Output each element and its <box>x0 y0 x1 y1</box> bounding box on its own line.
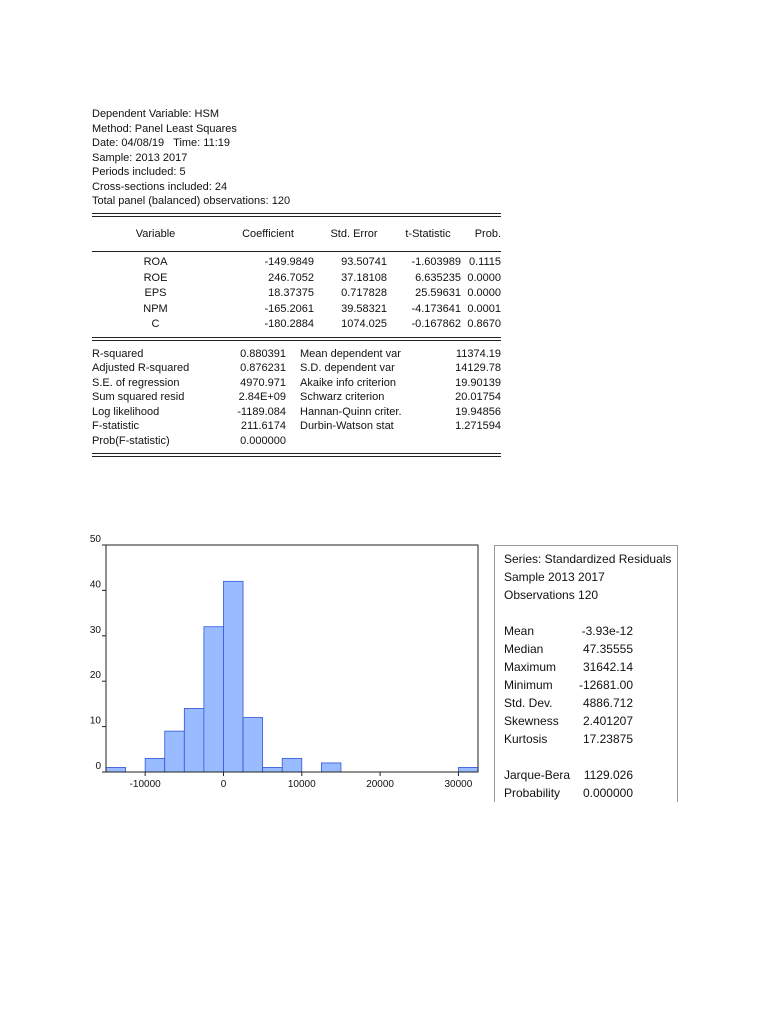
stat-label: Maximum <box>504 660 557 674</box>
col-coefficient: Coefficient <box>242 228 294 240</box>
stat-value: 14129.78 <box>455 362 501 374</box>
stat-value: -12681.00 <box>578 678 633 692</box>
stat-label: Log likelihood <box>92 405 160 418</box>
stat-value <box>450 434 501 449</box>
row-coefficient: 246.7052 <box>268 271 314 284</box>
series-sample: Sample 2013 2017 <box>504 570 605 584</box>
observations-line: Total panel (balanced) observations: 120 <box>92 195 291 207</box>
stat-label: Mean <box>504 624 535 638</box>
row-variable: NPM <box>143 302 168 315</box>
test-row <box>504 784 677 802</box>
stat-value: -3.93e-12 <box>581 624 633 638</box>
table-row <box>92 255 501 271</box>
stat-label: Sum squared resid <box>92 391 185 403</box>
x-tick-label: 20000 <box>366 779 395 790</box>
table-header-row <box>92 217 501 251</box>
histogram-bar <box>106 767 126 772</box>
stat-label: Durbin-Watson stat <box>300 420 394 432</box>
col-t-statistic: t-Statistic <box>405 228 451 240</box>
row-std-error: 39.58321 <box>341 302 387 315</box>
stat-label: Mean dependent var <box>300 347 401 360</box>
y-tick-label: 0 <box>95 761 101 772</box>
stat-label: Median <box>504 642 544 656</box>
table-row <box>92 302 501 318</box>
series-title: Series: Standardized Residuals <box>504 552 672 566</box>
histogram-bar <box>223 581 243 772</box>
row-coefficient: -180.2884 <box>264 318 314 330</box>
col-variable: Variable <box>135 228 176 240</box>
row-t-statistic: -1.603989 <box>411 256 461 268</box>
stat-row <box>504 712 677 730</box>
stat-row <box>92 347 501 362</box>
stat-value: 17.23875 <box>582 732 633 746</box>
histogram-bar <box>145 758 165 772</box>
stat-label: S.D. dependent var <box>300 362 395 374</box>
table-row <box>92 317 501 333</box>
stat-value: 2.84E+09 <box>238 391 286 403</box>
stat-value: 0.880391 <box>240 347 286 360</box>
sample-line: Sample: 2013 2017 <box>92 151 188 164</box>
stat-row <box>92 390 501 405</box>
y-tick-label: 20 <box>89 670 101 682</box>
histogram-bars <box>106 581 478 772</box>
row-prob: 0.0001 <box>467 302 501 315</box>
col-prob: Prob. <box>474 228 501 240</box>
row-t-statistic: 6.635235 <box>415 271 461 284</box>
histogram-bar <box>321 763 341 772</box>
stat-label: Akaike info criterion <box>300 376 396 389</box>
stat-label: Std. Dev. <box>504 696 553 710</box>
row-variable: C <box>151 318 160 330</box>
stat-label: Minimum <box>504 678 553 692</box>
spacer <box>504 604 677 622</box>
stat-label: Schwarz criterion <box>300 391 385 403</box>
test-label: Jarque-Bera <box>504 768 571 782</box>
stat-value: 1.271594 <box>455 420 501 432</box>
residual-statistics-box <box>494 545 678 802</box>
series-observations: Observations 120 <box>504 588 599 602</box>
row-prob: 0.1115 <box>468 256 501 268</box>
method-line: Method: Panel Least Squares <box>92 122 237 135</box>
row-std-error: 93.50741 <box>341 256 387 268</box>
stat-value: 11374.19 <box>455 347 501 360</box>
y-tick-label: 50 <box>89 535 101 545</box>
y-tick-label: 40 <box>89 579 101 591</box>
stat-value: 2.401207 <box>582 714 633 728</box>
row-t-statistic: -4.173641 <box>411 302 461 315</box>
table-row <box>92 286 501 302</box>
stat-value: 4886.712 <box>582 696 633 710</box>
stat-value: 0.876231 <box>240 362 286 374</box>
stat-value: 19.94856 <box>455 405 501 418</box>
stat-value: 47.35555 <box>582 642 633 656</box>
test-value: 0.000000 <box>582 786 633 800</box>
histogram-bar <box>184 708 204 772</box>
y-tick-label: 10 <box>89 715 101 727</box>
histogram-bar <box>282 758 302 772</box>
x-tick-label: 0 <box>220 779 227 790</box>
stat-label: Hannan-Quinn criter. <box>300 405 402 418</box>
stat-label: R-squared <box>92 347 144 360</box>
stat-value: 20.01754 <box>455 391 501 403</box>
stat-row <box>504 730 677 748</box>
row-std-error: 37.18108 <box>341 271 387 284</box>
stat-label: Kurtosis <box>504 732 548 746</box>
row-variable: ROE <box>143 271 168 284</box>
residuals-histogram <box>80 535 480 805</box>
x-tick-label: -10000 <box>129 779 161 790</box>
stat-row <box>92 434 501 449</box>
y-axis <box>90 535 106 772</box>
x-axis <box>130 772 473 790</box>
stat-value: 4970.971 <box>240 376 286 389</box>
stat-row <box>504 622 677 640</box>
row-coefficient: 18.37375 <box>268 287 314 299</box>
row-prob: 0.8670 <box>467 318 501 330</box>
row-prob: 0.0000 <box>467 287 501 299</box>
regression-header <box>92 107 290 209</box>
row-prob: 0.0000 <box>467 271 501 284</box>
histogram-bar <box>204 627 224 772</box>
x-tick-label: 10000 <box>287 779 316 790</box>
histogram-bar <box>263 767 283 772</box>
coefficient-rows <box>92 252 501 337</box>
stat-label: Prob(F-statistic) <box>92 434 170 447</box>
dependent-variable-line: Dependent Variable: HSM <box>92 108 219 120</box>
row-std-error: 1074.025 <box>341 318 387 330</box>
x-tick-label: 30000 <box>444 779 473 790</box>
row-coefficient: -165.2061 <box>264 302 314 315</box>
stat-label <box>286 434 450 449</box>
histogram-bar <box>458 767 478 772</box>
summary-statistics <box>92 341 501 454</box>
histogram-bar <box>243 718 263 772</box>
row-coefficient: -149.9849 <box>264 256 314 268</box>
table-row <box>92 271 501 287</box>
col-std-error: Std. Error <box>330 228 378 240</box>
histogram-bar <box>165 731 185 772</box>
stat-row <box>504 676 677 694</box>
stat-row <box>504 694 677 712</box>
stat-value: 31642.14 <box>582 660 633 674</box>
stat-row <box>92 361 501 376</box>
stat-label: Adjusted R-squared <box>92 362 190 374</box>
regression-table <box>92 213 501 457</box>
spacer <box>504 748 677 766</box>
table-bottom-rule <box>92 453 501 457</box>
stat-value: 211.6174 <box>240 420 286 432</box>
row-variable: EPS <box>144 287 167 299</box>
stat-row <box>92 405 501 420</box>
test-value: 1129.026 <box>583 768 633 782</box>
stat-row <box>504 658 677 676</box>
row-std-error: 0.717828 <box>341 287 387 299</box>
stat-label: Skewness <box>504 714 559 728</box>
stat-value: -1189.084 <box>237 405 286 418</box>
stat-value: 19.90139 <box>455 376 501 389</box>
date-time-line: Date: 04/08/19 Time: 11:19 <box>92 137 230 149</box>
test-row <box>504 766 677 784</box>
plot-frame <box>106 545 478 772</box>
cross-sections-line: Cross-sections included: 24 <box>92 180 228 193</box>
stat-label: F-statistic <box>92 420 140 432</box>
stat-row <box>92 376 501 391</box>
stat-row <box>92 419 501 434</box>
stat-row <box>504 640 677 658</box>
row-t-statistic: -0.167862 <box>411 318 461 330</box>
stat-value: 0.000000 <box>240 434 286 447</box>
y-tick-label: 30 <box>89 624 101 636</box>
periods-line: Periods included: 5 <box>92 166 186 178</box>
row-t-statistic: 25.59631 <box>415 287 461 299</box>
test-label: Probability <box>504 786 561 800</box>
row-variable: ROA <box>143 256 168 268</box>
stat-label: S.E. of regression <box>92 376 180 389</box>
